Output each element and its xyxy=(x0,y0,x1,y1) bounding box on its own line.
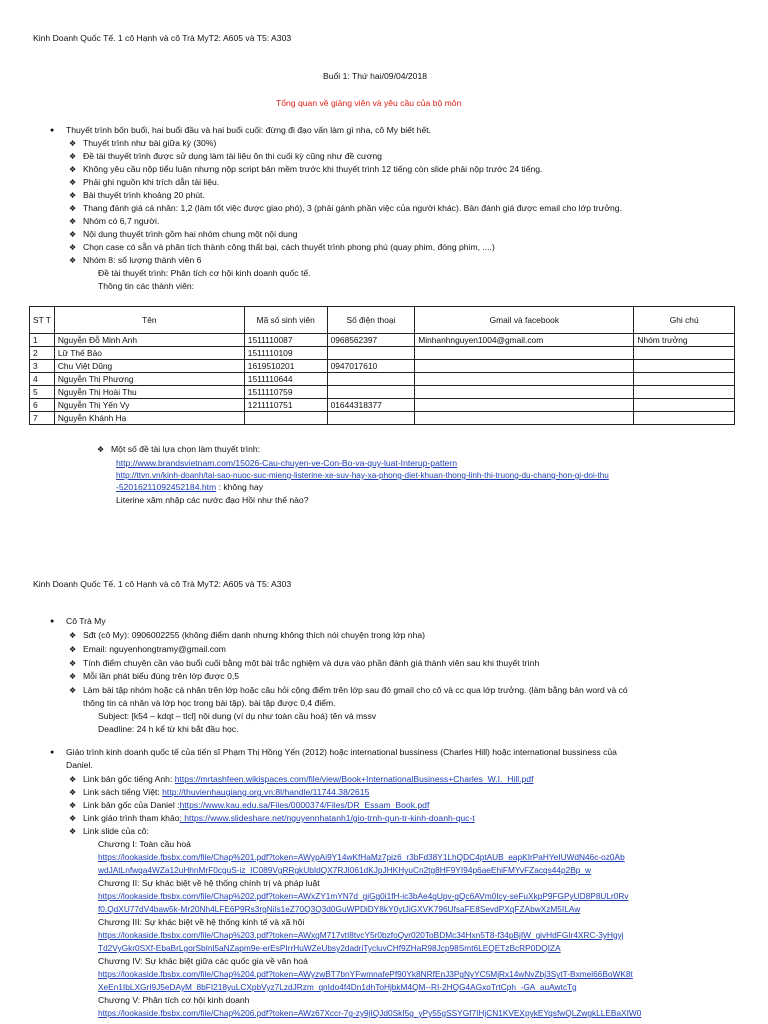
column-header: Ghi chú xyxy=(634,307,735,334)
topic-link-2[interactable]: http://ttvn.vn/kinh-doanh/tai-sao-nuoc-suc-mieng-listerine-xe-suv-hay-xa-phong-diet-khuan-thong-linh-thi-truong-du-chang-hon-gi-doi-thu xyxy=(116,471,609,480)
diamond-bullet-icon: ❖ xyxy=(69,178,77,187)
list-item: Bài thuyết trình khoảng 20 phút. xyxy=(83,190,205,200)
chapter-1-link-cont[interactable]: wdJAtLnfwqa4WZa12uHhnMrF0cguS-iz_IC089VgRRgkUbIdQX7RJI061dKJpJHKHyuCn2tg8HF9YI94p6aeEhiFMYvFZacqs44p2Bp_w xyxy=(98,865,591,875)
diamond-bullet-icon: ❖ xyxy=(69,801,77,810)
table-cell: 6 xyxy=(30,399,55,412)
table-cell xyxy=(415,373,634,386)
column-header: Gmail và facebook xyxy=(415,307,634,334)
table-cell: 01644318377 xyxy=(327,399,415,412)
diamond-bullet-icon: ❖ xyxy=(69,631,77,640)
list-item: Nội dung thuyết trình gồm hai nhóm chung một nội dung xyxy=(83,229,298,239)
table-cell: 1511110759 xyxy=(244,386,327,399)
chapter-5-title: Chương V: Phân tích cơ hội kinh doanh xyxy=(98,995,250,1005)
table-cell xyxy=(327,347,415,360)
link-english-original xyxy=(83,773,533,786)
link-url[interactable]: http://thuvienhaugiang.org.vn:8l/handle/11744.38/2615 xyxy=(162,787,370,797)
bullet-dot-icon: ● xyxy=(50,127,55,134)
list-item: Thuyết trình như bài giữa kỳ (30%) xyxy=(83,138,217,148)
diamond-bullet-icon: ❖ xyxy=(69,788,77,797)
link-url[interactable]: : https://www.slideshare.net/nguyennhatanh1/gio-trnh-qun-tr-kinh-doanh-quc-t xyxy=(179,813,475,823)
list-item: Đề tài thuyết trình được sử dụng làm tài liệu ôn thi cuối kỳ cũng như đề cương xyxy=(83,151,382,161)
teacher-name: Cô Trà My xyxy=(66,616,106,626)
diamond-bullet-icon: ❖ xyxy=(69,217,77,226)
page2-header: Kinh Doanh Quốc Tế. 1 cô Hạnh và cô Trà MyT2: A605 và T5: A303 xyxy=(33,579,292,589)
teacher-email: Email: nguyenhongtramy@gmail.com xyxy=(83,644,226,654)
table-cell: 1511110644 xyxy=(244,373,327,386)
link-url[interactable]: https://www.kau.edu.sa/Files/0000374/Files/DR_Essam_Book.pdf xyxy=(179,800,430,810)
diamond-bullet-icon: ❖ xyxy=(69,204,77,213)
attendance-note: Tính điểm chuyên cần vào buổi cuối bằng một bài trắc nghiệm và dựa vào phần đánh giá thành viên sau khi thuyết trình xyxy=(83,658,540,668)
table-cell: 5 xyxy=(30,386,55,399)
diamond-bullet-icon: ❖ xyxy=(69,814,77,823)
link-vietnamese-book xyxy=(83,786,369,799)
table-header-row xyxy=(30,307,735,334)
diamond-bullet-icon: ❖ xyxy=(69,645,77,654)
table-cell xyxy=(415,386,634,399)
topic-link-2-cont xyxy=(116,481,263,494)
table-cell xyxy=(415,412,634,425)
table-cell xyxy=(327,386,415,399)
link-url[interactable]: https://mrtashfeen.wikispaces.com/file/view/Book+InternationalBusiness+Charles_W.I._Hill.pdf xyxy=(174,774,534,784)
table-cell: Lữ Thế Bảo xyxy=(54,347,244,360)
table-cell xyxy=(634,373,735,386)
members-table xyxy=(29,306,735,425)
chapter-4-link-cont[interactable]: XeEn1IbLXGrI9J5eDAyM_8bFI218yuLCXpbVyz7LzdJRzm_qnIdo4f4Dn1dhToHjbkM4QM--RI-2HQG4AGxoTrtCph_-GA_auAwtcTg xyxy=(98,982,577,992)
section-title: Tổng quan về giảng viên và yêu cầu của bộ môn xyxy=(276,98,462,108)
diamond-bullet-icon: ❖ xyxy=(69,191,77,200)
table-row xyxy=(30,334,735,347)
table-cell: Nguyễn Thị Phương xyxy=(54,373,244,386)
chapter-2-title: Chương II: Sự khác biệt về hệ thống chính trị và pháp luật xyxy=(98,878,320,888)
link-label: Link giáo trình tham khảo xyxy=(83,813,180,823)
table-cell xyxy=(244,412,327,425)
table-cell xyxy=(415,347,634,360)
topic-link-1[interactable]: http://www.brandsvietnam.com/15026-Cau-chuyen-ve-Con-Bo-va-quy-luat-Interup-pattern xyxy=(116,458,458,468)
diamond-bullet-icon: ❖ xyxy=(69,672,77,681)
slide-link-heading: Link slide của cô: xyxy=(83,826,149,836)
chapter-1-link[interactable]: https://lookaside.fbsbx.com/file/Chap%201.pdf?token=AWypAi9Y14wKfHaMz7piz6_r3bFd38Y1LhQDC4ptAUB_eapKIrPaHYeIUWdN46c-oz0Ab xyxy=(98,852,625,862)
table-cell xyxy=(634,399,735,412)
table-cell xyxy=(327,412,415,425)
table-cell: 1 xyxy=(30,334,55,347)
table-cell: Nguyễn Thị Hoài Thu xyxy=(54,386,244,399)
deadline-line: Deadline: 24 h kể từ khi bắt đầu học. xyxy=(98,724,239,734)
chapter-2-link-cont[interactable]: f0.QdXU77dV4baw5k-Mr20Nh4LFE6P9Rs3rgNils1eZ70Q3Q3d0GuWPDiDY8kY0ytJiGXVK796UfsaFE8SevdPXqFZAbwXzM5ILAw xyxy=(98,904,581,914)
list-item: Thang đánh giá cá nhân: 1,2 (làm tốt việc được giao phó), 3 (phải gánh phần việc của người khác). Bản đánh giá được email cho lớp trưởng. xyxy=(83,203,622,213)
homework-line-2: thông tin cá nhân và lớp học trong bài tập). bài tập được 0,4 điểm. xyxy=(83,698,336,708)
table-cell xyxy=(634,386,735,399)
diamond-bullet-icon: ❖ xyxy=(69,230,77,239)
table-cell: Nhóm trưởng xyxy=(634,334,735,347)
table-row xyxy=(30,373,735,386)
column-header: Mã số sinh viên xyxy=(244,307,327,334)
diamond-bullet-icon: ❖ xyxy=(69,827,77,836)
column-header: Số điện thoại xyxy=(327,307,415,334)
table-row xyxy=(30,347,735,360)
table-cell: 1511110087 xyxy=(244,334,327,347)
chapter-2-link[interactable]: https://lookaside.fbsbx.com/file/Chap%202.pdf?token=AWxZY1mYN7d_giGg0i1fH-ic3bAe4gUpv-gQc6AVm0Icy-seFuXkpP9FGPyUD8P8ULr0Rv xyxy=(98,891,629,901)
table-row xyxy=(30,386,735,399)
link-label: Link bản gốc của Daniel : xyxy=(83,800,180,810)
table-cell: 1619510201 xyxy=(244,360,327,373)
diamond-bullet-icon: ❖ xyxy=(69,243,77,252)
table-cell xyxy=(634,360,735,373)
table-cell: 7 xyxy=(30,412,55,425)
session-date: Buổi 1: Thứ hai/09/04/2018 xyxy=(323,71,428,81)
topic-link-2-tail[interactable]: -52016211092452184.htm xyxy=(116,482,217,492)
table-cell: Nguyễn Đỗ Minh Anh xyxy=(54,334,244,347)
diamond-bullet-icon: ❖ xyxy=(69,165,77,174)
diamond-bullet-icon: ❖ xyxy=(69,686,77,695)
link-label: Link sách tiếng Việt: xyxy=(83,787,163,797)
link-daniel-original xyxy=(83,799,429,812)
email-subject-line: Subject: [k54 – kdqt – tlcl] nội dung (ví dụ như toàn cầu hoá) tên và mssv xyxy=(98,711,377,721)
table-cell: 1511110109 xyxy=(244,347,327,360)
table-row xyxy=(30,399,735,412)
table-cell: 3 xyxy=(30,360,55,373)
table-cell: Nguyễn Thị Yến Vy xyxy=(54,399,244,412)
diamond-bullet-icon: ❖ xyxy=(69,152,77,161)
chapter-1-title: Chương I: Toàn cầu hoá xyxy=(98,839,191,849)
table-cell: 1211110751 xyxy=(244,399,327,412)
table-cell xyxy=(327,373,415,386)
textbook-line-1: Giáo trình kinh doanh quốc tế của tiến sĩ Phạm Thị Hồng Yến (2012) hoặc international bussiness (Charles Hill) hoặc international bussiness của xyxy=(66,747,617,757)
diamond-bullet-icon: ❖ xyxy=(69,139,77,148)
chapter-3-link[interactable]: https://lookaside.fbsbx.com/file/Chap%203.pdf?token=AWxgM717vtI8tvcY5r0bzfoQvr020ToBDMc34Hxn5T8-f34pBjIW_givHdFGIr4XRC-3yHgyj xyxy=(98,930,624,940)
page1-header: Kinh Doanh Quốc Tế. 1 cô Hạnh và cô Trà MyT2: A605 và T5: A303 xyxy=(33,33,292,43)
table-cell: Minhanhnguyen1004@gmail.com xyxy=(415,334,634,347)
link-reference-textbook xyxy=(83,812,475,825)
table-cell xyxy=(634,347,735,360)
chapter-4-link[interactable]: https://lookaside.fbsbx.com/file/Chap%204.pdf?token=AWyzwBT7bnYFwmnafePf90Yk8NRfEnJ3PgNyYC5MjRx14wNvZbj3SytT-Bxmel66BoWK8t xyxy=(98,969,633,979)
table-cell: 2 xyxy=(30,347,55,360)
list-item: Nhóm 8: số lượng thành viên 6 xyxy=(83,255,202,265)
topics-heading: Một số đề tài lựa chọn làm thuyết trình: xyxy=(111,444,261,454)
table-cell: 4 xyxy=(30,373,55,386)
diamond-bullet-icon: ❖ xyxy=(69,256,77,265)
topic-link-2-note: : không hay xyxy=(216,482,264,492)
bullet-dot-icon: ● xyxy=(50,618,55,625)
table-cell: Nguyễn Khánh Hạ xyxy=(54,412,244,425)
table-row xyxy=(30,360,735,373)
table-cell: 0968562397 xyxy=(327,334,415,347)
column-header: ST T xyxy=(30,307,55,334)
chapter-4-title: Chương IV: Sự khác biệt giữa các quốc gia về văn hoá xyxy=(98,956,308,966)
list-item: Nhóm có 6,7 người. xyxy=(83,216,160,226)
table-row xyxy=(30,412,735,425)
list-item: Không yêu cầu nộp tiểu luận nhưng nộp script bản mềm trước khi thuyết trình 12 tiếng còn slide phải nộp trước 24 tiếng. xyxy=(83,164,543,174)
topic-line: Đề tài thuyết trình: Phân tích cơ hội kinh doanh quốc tế. xyxy=(98,268,311,278)
link-label: Link bản gốc tiếng Anh: xyxy=(83,774,175,784)
list-item: Chọn case có sẵn và phân tích thành công thất bại, cách thuyết trình phong phú (quay phim, đóng phim, ....) xyxy=(83,242,495,252)
table-cell xyxy=(415,399,634,412)
homework-line-1: Làm bài tập nhóm hoặc cá nhân trên lớp hoặc câu hỏi cộng điểm trên lớp sau đó gmail cho cô và cc qua lớp trưởng. (làm bằng bản word và có xyxy=(83,685,628,695)
table-cell xyxy=(634,412,735,425)
textbook-line-2: Daniel. xyxy=(66,760,93,770)
list-item: Phải ghi nguồn khi trích dẫn tài liệu. xyxy=(83,177,220,187)
chapter-3-title: Chương III: Sự khác biệt về hệ thống kinh tế và xã hội xyxy=(98,917,305,927)
table-cell xyxy=(415,360,634,373)
members-heading: Thông tin các thành viên: xyxy=(98,281,195,291)
table-cell: Chu Việt Dũng xyxy=(54,360,244,373)
main-bullet-text: Thuyết trình bốn buổi, hai buổi đầu và hai buổi cuối: đừng đi đạo vấn làm gì nha, cô My biết hết. xyxy=(66,125,432,135)
participation-note: Mỗi lần phát biểu đúng trên lớp được 0,5 xyxy=(83,671,240,681)
diamond-bullet-icon: ❖ xyxy=(69,659,77,668)
chapter-3-link-cont[interactable]: Td2VyGkr0SXf-EbaBrLgorSbInl5aNZapm9e-erEsPIrrHuWZeUbsy2dadriTycluvCHf9ZHaR98Jcp98Smt6LEQETzBcRP0DQIZA xyxy=(98,943,561,953)
diamond-bullet-icon: ❖ xyxy=(69,775,77,784)
table-cell: 0947017610 xyxy=(327,360,415,373)
diamond-bullet-icon: ❖ xyxy=(97,445,105,454)
teacher-phone: Sđt (cô My): 0906002255 (không điểm danh nhưng không thích nói chuyện trong lớp nha) xyxy=(83,630,425,640)
listerine-question: Literine xâm nhập các nước đạo Hồi như thế nào? xyxy=(116,495,309,505)
column-header: Tên xyxy=(54,307,244,334)
bullet-dot-icon: ● xyxy=(50,749,55,756)
chapter-5-link[interactable]: https://lookaside.fbsbx.com/file/Chap%206.pdf?token=AWz67Xccr-7g-zy9jIQJd0SkI5g_yPy55gSSYGf7IHjCN1KVEXpykEYqsfwQLZwgkLLEBaXIW0 xyxy=(98,1008,642,1018)
